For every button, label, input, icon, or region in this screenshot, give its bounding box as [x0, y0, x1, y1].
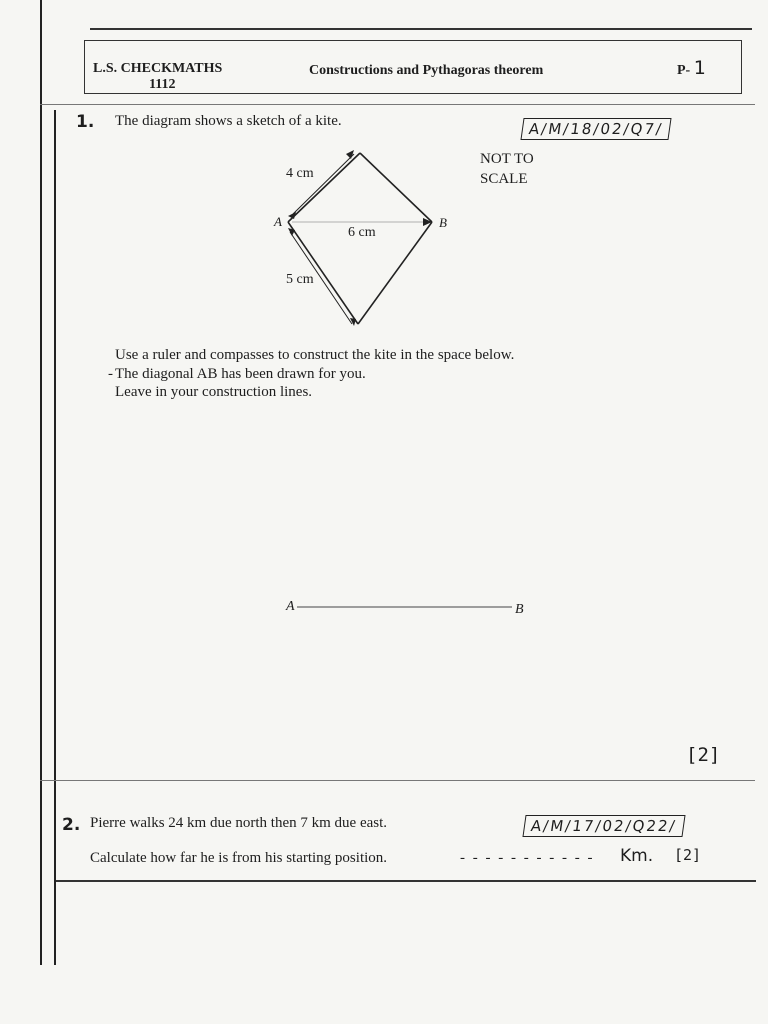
construction-label-a: A [286, 599, 295, 614]
kite-side-top-left [288, 153, 360, 222]
answer-line[interactable]: - - - - - - - - - - - [460, 850, 595, 866]
question-1-number: 1. [76, 112, 95, 132]
header-box [84, 40, 742, 94]
question-1-intro: The diagram shows a sketch of a kite. [115, 113, 342, 129]
kite-label-b: B [439, 215, 447, 230]
arrowhead-top [346, 150, 354, 159]
kite-label-5cm: 5 cm [286, 272, 314, 287]
question-2-number: 2. [62, 815, 81, 835]
not-to-scale-line2: SCALE [480, 171, 528, 187]
kite-label-a: A [274, 214, 282, 229]
worksheet-title: Constructions and Pythagoras theorem [309, 63, 544, 78]
kite-side-top-right [360, 153, 432, 222]
q1-top-rule [40, 104, 755, 105]
top-rule [90, 28, 752, 30]
school-name: L.S. CHECKMATHS [93, 61, 223, 76]
instruction-line-3: Leave in your construction lines. [115, 384, 313, 400]
answer-unit: Km. [620, 846, 654, 866]
q2-bottom-rule [56, 880, 756, 882]
question-1-marks: [2] [686, 744, 721, 766]
kite-parallel-top [293, 154, 354, 214]
construction-label-b: B [515, 602, 524, 617]
header-school [93, 61, 222, 93]
not-to-scale-line1: NOT TO [480, 151, 534, 167]
arrowhead-b [423, 218, 432, 226]
question-2-prompt: Pierre walks 24 km due north then 7 km due east. [90, 815, 388, 831]
class-code: 1112 [149, 77, 176, 92]
arrowhead-bottom [350, 318, 356, 326]
instruction-dash: - [108, 366, 113, 382]
instruction-line-1: Use a ruler and compasses to construct the kite in the space below. [115, 347, 515, 363]
page-prefix: P- [677, 63, 691, 78]
left-margin-line [40, 0, 42, 965]
kite-label-6cm: 6 cm [348, 225, 376, 240]
page-number: 1 [693, 57, 706, 79]
question-2-instruction: Calculate how far he is from his starting position. [90, 850, 388, 866]
question-2-marks: [2] [674, 846, 702, 864]
q1-bottom-rule [40, 780, 755, 781]
left-margin-line-inner [54, 110, 56, 965]
question-1-reference: A/M/18/02/Q7/ [520, 118, 671, 140]
instruction-line-2: The diagonal AB has been drawn for you. [115, 366, 366, 382]
arrowhead-left-bottom [288, 228, 295, 236]
kite-label-4cm: 4 cm [286, 166, 314, 181]
question-2-reference: A/M/17/02/Q22/ [522, 815, 685, 837]
arrowhead-left-top [288, 212, 296, 219]
page-label [677, 57, 706, 79]
